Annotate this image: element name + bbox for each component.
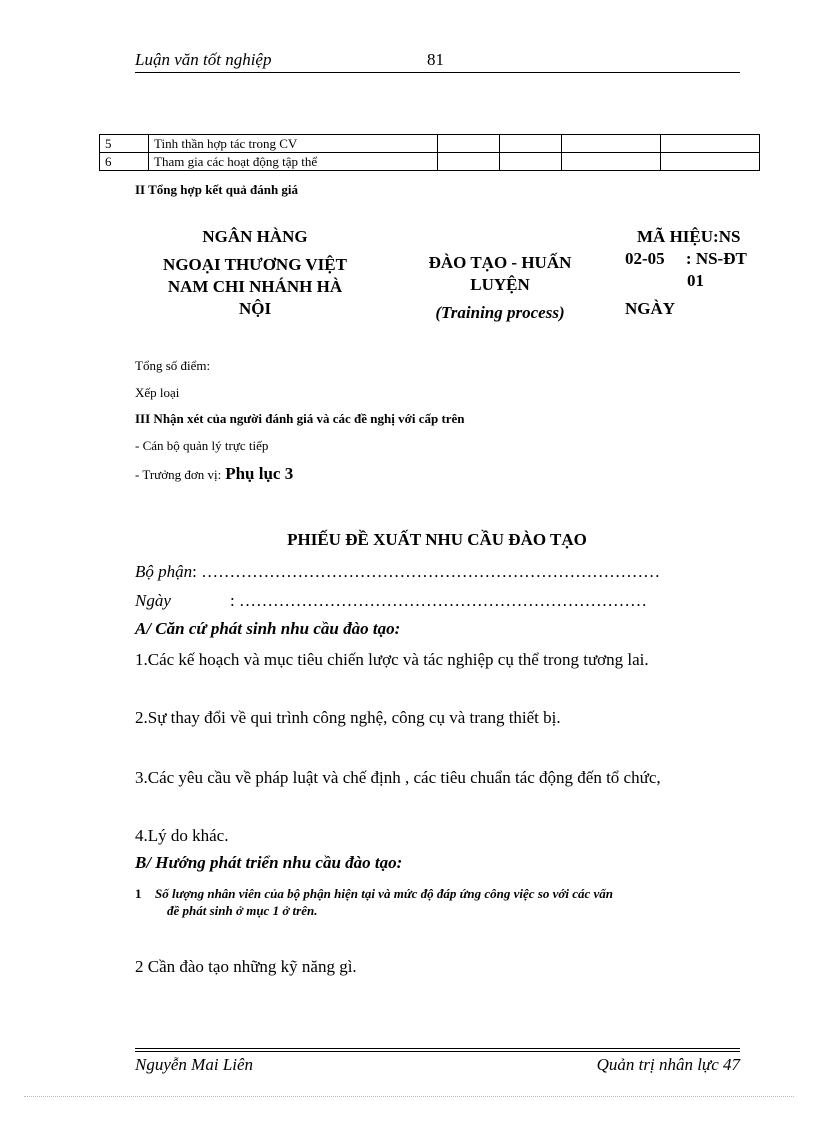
- appendix-label: Phụ lục 3: [225, 464, 294, 483]
- author-name: Nguyễn Mai Liên: [135, 1055, 254, 1074]
- list-item: 2 Cần đào tạo những kỹ năng gì.: [135, 957, 357, 976]
- score-cell: [438, 153, 500, 171]
- score-cell: [562, 135, 661, 153]
- row-criterion: Tinh thần hợp tác trong CV: [149, 135, 438, 153]
- form-title: PHIẾU ĐỀ XUẤT NHU CẦU ĐÀO TẠO: [287, 530, 587, 549]
- code-line: 01: [687, 271, 704, 290]
- row-criterion: Tham gia các hoạt động tập thể: [149, 153, 438, 171]
- b1-text-line1: Số lượng nhân viên của bộ phận hiện tại và mức độ đáp ứng công việc so với các vấn: [155, 886, 614, 901]
- date-label: NGÀY: [625, 299, 676, 318]
- section-iii-heading: III Nhận xét của người đánh giá và các đề nghị với cấp trên: [135, 411, 465, 426]
- list-item: 2.Sự thay đổi về qui trình công nghệ, công cụ và trang thiết bị.: [135, 708, 561, 727]
- department-row: [135, 562, 660, 582]
- bank-line: NGOẠI THƯƠNG VIỆT: [163, 255, 347, 274]
- section-ii-heading: II Tổng hợp kết quả đánh giá: [135, 182, 299, 197]
- process-line: LUYỆN: [470, 275, 530, 294]
- date-row: [135, 591, 647, 611]
- b1-item: [135, 885, 755, 919]
- page-header: [135, 50, 740, 73]
- b1-number: 1: [135, 886, 142, 901]
- bank-line: NỘI: [238, 299, 272, 318]
- page-number: 81: [427, 50, 444, 69]
- process-english: (Training process): [435, 303, 565, 322]
- score-cell: [438, 135, 500, 153]
- list-item: 3.Các yêu cầu về pháp luật và chế định , các tiêu chuẩn tác động đến tổ chức,: [135, 768, 661, 787]
- document-code: [625, 226, 785, 320]
- row-number: 5: [100, 135, 149, 153]
- direct-manager-label: - Cán bộ quản lý trực tiếp: [135, 438, 269, 453]
- code-line: 02-05 : NS-ĐT: [625, 249, 747, 268]
- page-edge-divider: [24, 1096, 794, 1097]
- rank-label: Xếp loại: [135, 385, 180, 400]
- department-label: Bộ phận: [135, 562, 193, 581]
- footer-rule-bottom: [135, 1051, 740, 1052]
- department-value: : ………………………………………………………………………: [192, 562, 661, 581]
- total-score-label: Tổng số điểm:: [135, 358, 211, 373]
- b1-text-line2: đề phát sinh ở mục 1 ở trên.: [167, 903, 318, 918]
- unit-head-line: [135, 464, 293, 484]
- bank-line: NAM CHI NHÁNH HÀ: [167, 277, 343, 296]
- bank-name: [140, 226, 370, 320]
- date-label: Ngày: [135, 591, 171, 610]
- section-a-heading: A/ Căn cứ phát sinh nhu cầu đào tạo:: [135, 619, 401, 638]
- section-b-heading: B/ Hướng phát triển nhu cầu đào tạo:: [135, 853, 403, 872]
- code-line: MÃ HIỆU:NS: [637, 227, 741, 246]
- score-cell: [661, 153, 760, 171]
- footer-rule-top: [135, 1048, 740, 1049]
- score-cell: [500, 135, 562, 153]
- score-cell: [661, 135, 760, 153]
- date-value: : ………………………………………………………………: [230, 591, 647, 610]
- thesis-title: Luận văn tốt nghiệp: [135, 50, 272, 69]
- table-row: [100, 135, 760, 153]
- row-number: 6: [100, 153, 149, 171]
- class-name: Quản trị nhân lực 47: [596, 1055, 740, 1074]
- list-item: 1.Các kế hoạch và mục tiêu chiến lược và tác nghiệp cụ thể trong tương lai.: [135, 650, 649, 669]
- list-item: 4.Lý do khác.: [135, 826, 229, 845]
- table-row: [100, 153, 760, 171]
- process-name: [400, 252, 600, 324]
- bank-line: NGÂN HÀNG: [202, 227, 308, 246]
- score-cell: [500, 153, 562, 171]
- score-cell: [562, 153, 661, 171]
- unit-head-label: - Trưởng đơn vị:: [135, 467, 222, 482]
- evaluation-table: [99, 134, 760, 171]
- process-line: ĐÀO TẠO - HUẤN: [428, 253, 572, 272]
